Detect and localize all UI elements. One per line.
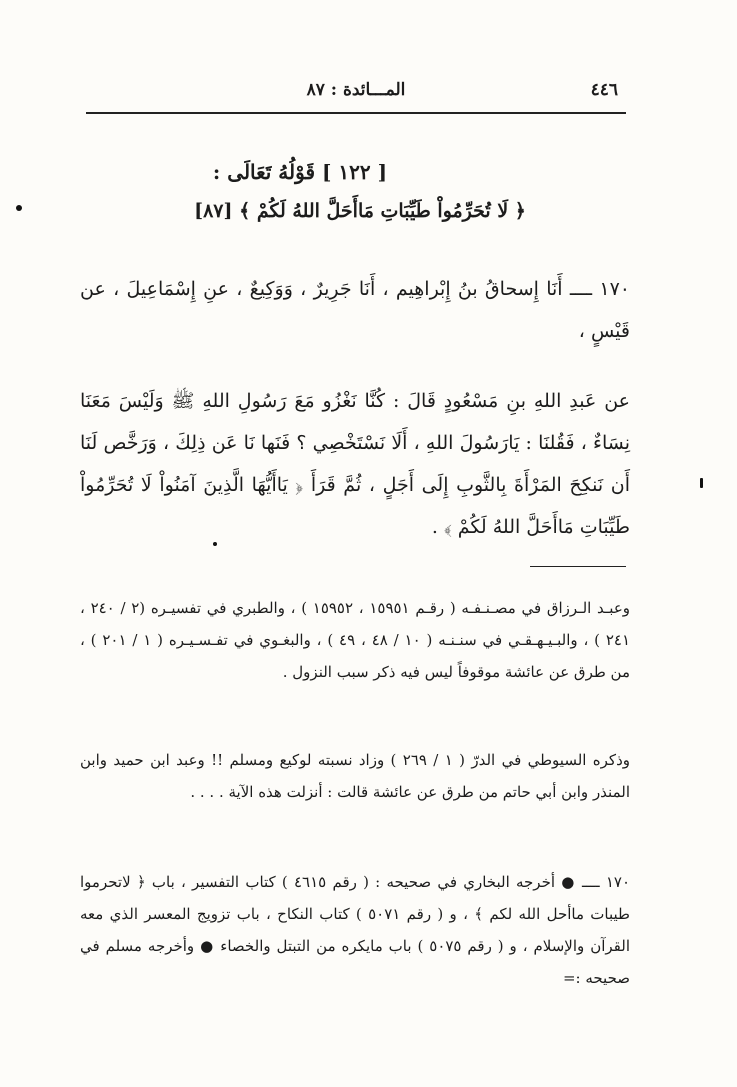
footnote-separator	[530, 566, 626, 567]
hadith-text-paragraph: عن عَبدِ اللهِ بنِ مَسْعُودٍ قَالَ : كُنَّا نَغْزُو مَعَ رَسُولِ اللهِ ﷺ وَلَيْسَ مَعَنَا نِسَاءٌ ، فَقُلنَا : يَارَسُولَ اللهِ ، أَلَا نَسْتَخْصِي ؟ فَنَها نَا عَن ذِلِكَ ، وَرَخَّص لَنَا أَن نَنكِحَ المَرْأَةَ بِالثَّوبِ إِلَى أَجَلٍ ، ثُمَّ قَرَأَ ﴿ يَاأَيُّهَا الَّذِينَ آمَنُواْ لَا تُحَرِّمُواْ طَيِّبَاتِ مَاأَحَلَّ اللهُ لَكُمْ ﴾ .	[80, 390, 630, 538]
margin-dot-left	[16, 205, 22, 211]
header-rule	[86, 112, 626, 114]
hadith-chain-paragraph: ١٧٠ ــــ أَنَا إِسحاقُ بنُ إِبْراهِيم ، أَنَا جَرِيرٌ ، وَوَكِيعٌ ، عنِ إِسْمَاعِيلَ ، عن قَيْسٍ ،	[80, 278, 630, 342]
stray-dot	[213, 542, 217, 546]
section-verse: ﴿ لَا تُحَرِّمُواْ طَيِّبَاتِ مَاأَحَلَّ اللهُ لَكُمْ ﴾ [٨٧]	[194, 200, 526, 222]
footnote-paragraph-1: وعبـد الـرزاق في مصـنـفـه ( رقـم ١٥٩٥١ ، ١٥٩٥٢ ) ، والطبري في تفسيـره (٢ / ٢٤٠ ، ٢٤١ ) ، والبـيـهـقـي في سنـنـه ( ١٠ / ٤٨ ، ٤٩ ) ، والبغـوي في تفـسـيـره ( ١ / ٢٠١ ) ، من طرق عن عائشة موقوفاً ليس فيه ذكر سبب النزول .	[80, 599, 631, 681]
page-number: ٤٤٦	[590, 80, 618, 100]
footnote-paragraph-2: وذكره السيوطي في الدرّ ( ١ / ٢٦٩ ) وزاد نسبته لوكيع ومسلم !! وعبد ابن حميد وابن المنذر وابن أبي حاتم من طرق عن عائشة قالت : أنزلت هذه الآية . . . .	[80, 751, 630, 801]
section-title: [ ١٢٢ ] قَوْلُهُ تَعَالَى :	[212, 160, 388, 184]
page-header	[86, 76, 626, 104]
margin-mark-right	[700, 478, 703, 488]
footnote-paragraph-3: ١٧٠ ــــ ● أخرجه البخاري في صحيحه : ( رقم ٤٦١٥ ) كتاب التفسير ، باب ﴿ لاتحرموا طيبات ماأحل الله لكم ﴾ ، و ( رقم ٥٠٧١ ) كتاب النكاح ، باب تزويج المعسر الذي معه القرآن والإسلام ، و ( رقم ٥٠٧٥ ) باب مايكره من التبتل والخصاء ● وأخرجه مسلم في صحيحه :=	[80, 873, 631, 987]
running-title: المـــائدة : ٨٧	[306, 80, 406, 100]
